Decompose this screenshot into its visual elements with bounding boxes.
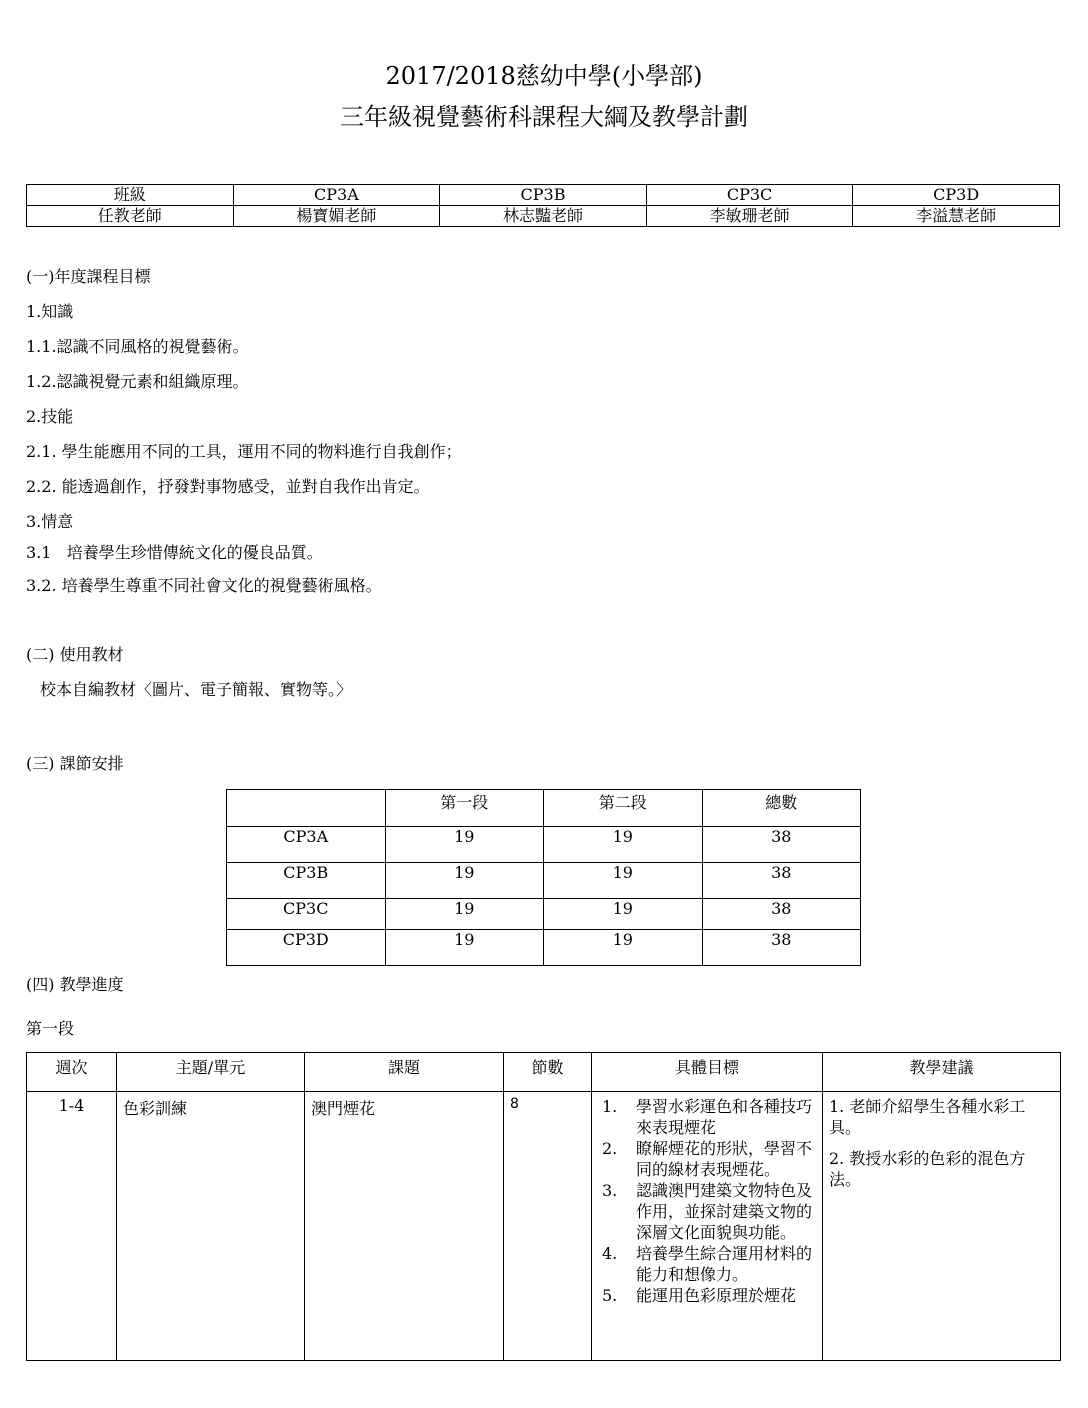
table-header-cell: 節數 <box>504 1053 592 1092</box>
table-header-row <box>27 1053 1061 1092</box>
table-cell: 19 <box>385 863 544 899</box>
table-cell: CP3C <box>227 899 386 930</box>
table-row <box>227 790 861 827</box>
document-title: 2017/2018慈幼中學(小學部) <box>385 62 703 90</box>
goal-line: 2.1. 學生能應用不同的工具，運用不同的物料進行自我創作； <box>26 442 462 461</box>
table-cell: 林志豔老師 <box>440 206 647 227</box>
table-cell: 總數 <box>702 790 861 827</box>
list-item: 3. 認識澳門建築文物特色及作用，並探討建築文物的深層文化面貌與功能。 <box>602 1181 813 1242</box>
table-cell: 38 <box>702 930 861 966</box>
lessons-table <box>226 789 861 966</box>
list-item: 4. 培養學生綜合運用材料的能力和想像力。 <box>602 1244 813 1284</box>
table-cell: 李溢慧老師 <box>853 206 1060 227</box>
table-cell: CP3D <box>853 185 1060 206</box>
table-row <box>27 1092 1061 1361</box>
goal-line: 2.技能 <box>26 407 74 426</box>
document-subtitle: 三年級視覺藝術科課程大綱及教學計劃 <box>340 103 748 131</box>
table-cell: 班級 <box>27 185 234 206</box>
table-cell: CP3D <box>227 930 386 966</box>
table-cell: 19 <box>385 899 544 930</box>
table-cell: 19 <box>544 863 703 899</box>
list-item: 2. 瞭解煙花的形狀，學習不 同的線材表現煙花。 <box>602 1139 813 1179</box>
list-item: 1. 學習水彩運色和各種技巧來表現煙花 <box>602 1097 813 1137</box>
table-cell: CP3B <box>440 185 647 206</box>
table-cell: 19 <box>544 930 703 966</box>
table-cell: CP3A <box>233 185 440 206</box>
goal-line: 1.1.認識不同風格的視覺藝術。 <box>26 337 249 356</box>
table-header-cell: 週次 <box>27 1053 117 1092</box>
table-header-cell: 主題/單元 <box>117 1053 305 1092</box>
table-cell: 任教老師 <box>27 206 234 227</box>
goal-line: 3.2. 培養學生尊重不同社會文化的視覺藝術風格。 <box>26 576 382 595</box>
table-cell: 19 <box>385 930 544 966</box>
list-item: 5. 能運用色彩原理於煙花 <box>602 1286 797 1305</box>
topic-cell: 澳門煙花 <box>305 1092 504 1361</box>
materials-text: 校本自編教材〈圖片、電子簡報、實物等。〉 <box>40 680 353 699</box>
goal-line: 3.情意 <box>26 512 74 531</box>
table-cell: 19 <box>385 827 544 863</box>
table-header-cell: 教學建議 <box>823 1053 1061 1092</box>
goal-line: 1.2.認識視覺元素和組織原理。 <box>26 372 249 391</box>
table-cell: 楊寶媚老師 <box>233 206 440 227</box>
goal-line: 2.2. 能透過創作，抒發對事物感受，並對自我作出肯定。 <box>26 477 430 496</box>
table-row <box>227 827 861 863</box>
table-cell: 38 <box>702 827 861 863</box>
table-cell: 19 <box>544 827 703 863</box>
goal-line: 1.知識 <box>26 302 74 321</box>
table-cell: CP3C <box>646 185 853 206</box>
table-row <box>27 206 1060 227</box>
week-cell: 1-4 <box>27 1092 117 1361</box>
table-cell: 第二段 <box>544 790 703 827</box>
table-row <box>227 930 861 966</box>
goal-line: 3.1 培養學生珍惜傳統文化的優良品質。 <box>26 543 323 562</box>
list-item: 1. 老師介紹學生各種水彩工具。 <box>829 1097 1026 1137</box>
table-cell: 19 <box>544 899 703 930</box>
section-heading-materials: (二) 使用教材 <box>26 645 124 664</box>
periods-cell: 8 <box>504 1092 592 1361</box>
table-cell: 李敏珊老師 <box>646 206 853 227</box>
theme-cell: 色彩訓練 <box>117 1092 305 1361</box>
section-heading-goals: (一)年度課程目標 <box>26 267 151 286</box>
section-heading-progress: (四) 教學進度 <box>26 975 124 994</box>
goals-cell <box>592 1092 823 1361</box>
table-cell: 第一段 <box>385 790 544 827</box>
table-row <box>27 185 1060 206</box>
table-cell: CP3A <box>227 827 386 863</box>
table-header-cell: 課題 <box>305 1053 504 1092</box>
section-heading-lessons: (三) 課節安排 <box>26 754 124 773</box>
section-subheading-term1: 第一段 <box>26 1019 75 1038</box>
list-item: 2. 教授水彩的色彩的混色方法。 <box>829 1149 1026 1189</box>
table-cell: 38 <box>702 899 861 930</box>
schedule-table <box>26 1052 1061 1361</box>
table-cell: CP3B <box>227 863 386 899</box>
table-cell <box>227 790 386 827</box>
table-row <box>227 863 861 899</box>
table-row <box>227 899 861 930</box>
suggestions-cell <box>823 1092 1061 1361</box>
table-cell: 38 <box>702 863 861 899</box>
table-header-cell: 具體目標 <box>592 1053 823 1092</box>
teachers-table <box>26 184 1060 227</box>
